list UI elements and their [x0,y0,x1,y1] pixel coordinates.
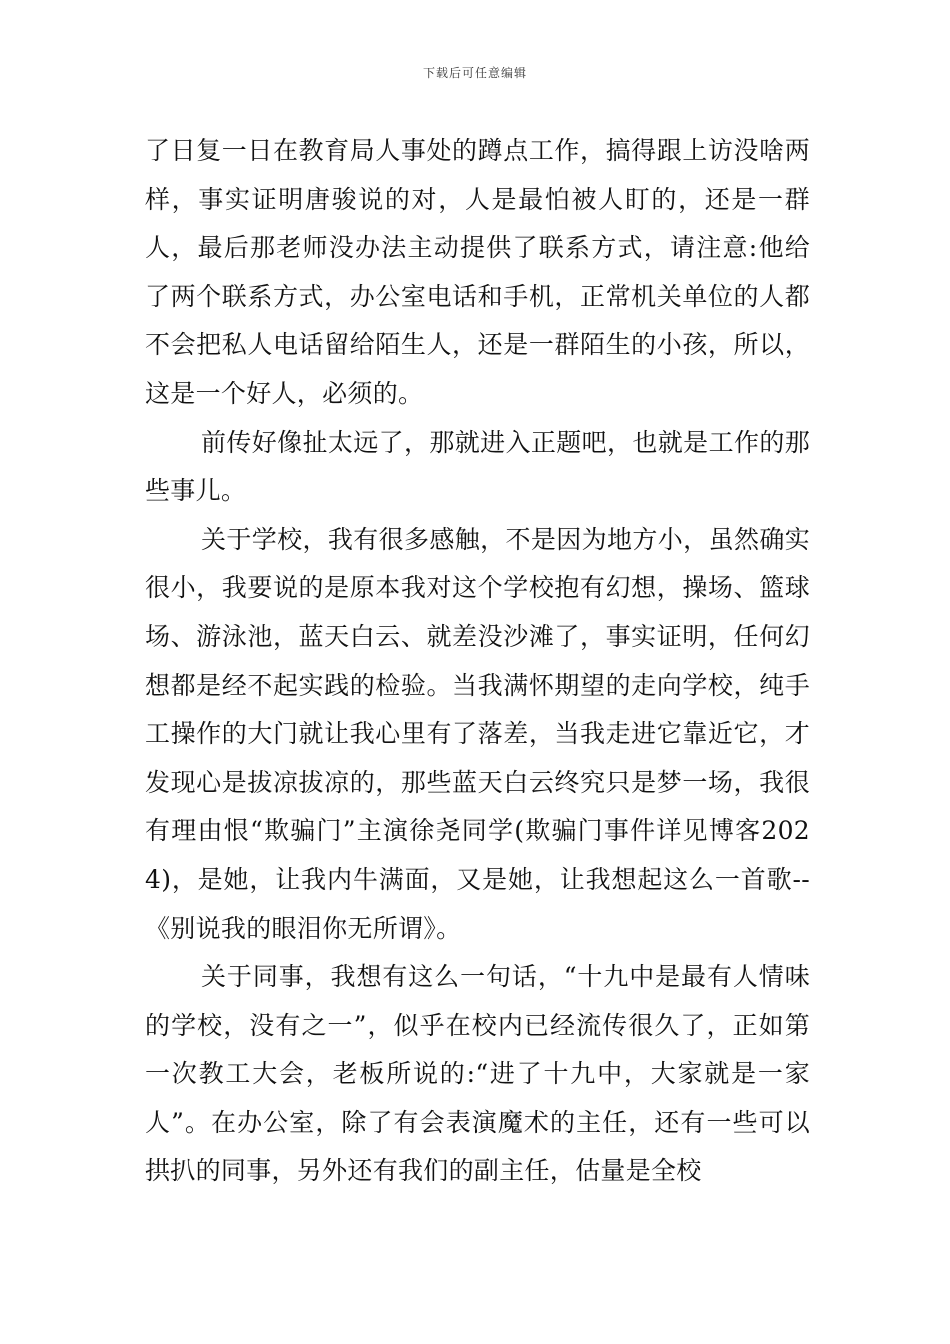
paragraph-1: 了日复一日在教育局人事处的蹲点工作，搞得跟上访没啥两样，事实证明唐骏说的对，人是最怕被人盯的，还是一群人，最后那老师没办法主动提供了联系方式，请注意:他给了两个联系方式，办公室电话和手机，正常机关单位的人都不会把私人电话留给陌生人，还是一群陌生的小孩，所以，这是一个好人，必须的。 [145,136,810,408]
paragraph-4: 关于同事，我想有这么一句话，“十九中是最有人情味的学校，没有之一”，似乎在校内已经流传很久了，正如第一次教工大会，老板所说的:“进了十九中，大家就是一家人”。在办公室，除了有会表演魔术的主任，还有一些可以拱扒的同事，另外还有我们的副主任，估量是全校 [145,962,810,1186]
paragraph-3: 关于学校，我有很多感触，不是因为地方小，虽然确实很小，我要说的是原本我对这个学校抱有幻想，操场、篮球场、游泳池，蓝天白云、就差没沙滩了，事实证明，任何幻想都是经不起实践的检验。当我满怀期望的走向学校，纯手工操作的大门就让我心里有了落差，当我走进它靠近它，才发现心是拔凉拔凉的，那些蓝天白云终究只是梦一场，我很有理由恨“欺骗门”主演徐尧同学(欺骗门事件详见博客2024)，是她，让我内牛满面，又是她，让我想起这么一首歌--《别说我的眼泪你无所谓》。 [145,524,810,943]
paragraph-2: 前传好像扯太远了，那就进入正题吧，也就是工作的那些事儿。 [145,427,810,506]
page-header: 下载后可任意编辑 [422,66,527,80]
document-body [145,127,810,1196]
